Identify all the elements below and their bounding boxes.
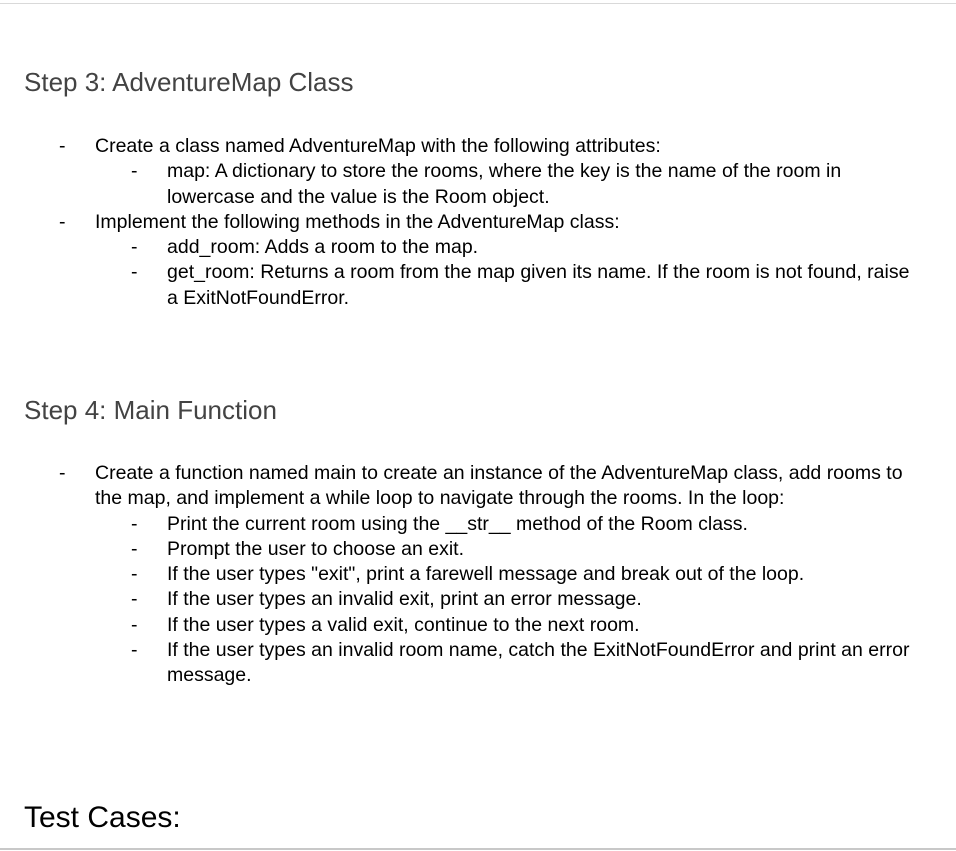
list-item-text: Implement the following methods in the AdventureMap class: xyxy=(95,210,620,233)
top-divider xyxy=(0,3,956,4)
sublist-item: - If the user types an invalid exit, print an error message. xyxy=(0,587,916,612)
sublist-item: - If the user types a valid exit, continue to the next room. xyxy=(0,613,916,638)
list-item xyxy=(0,461,956,689)
sublist-item: - If the user types an invalid room name, catch the ExitNotFoundError and print an error message. xyxy=(0,638,916,689)
test-cases-heading: Test Cases: xyxy=(24,801,181,834)
bottom-divider xyxy=(0,848,956,850)
sublist xyxy=(95,512,916,689)
list-item xyxy=(0,210,956,311)
sublist-item: - add_room: Adds a room to the map. xyxy=(0,235,916,260)
sublist xyxy=(95,159,916,210)
list-item-text: Create a class named AdventureMap with the following attributes: xyxy=(95,135,661,157)
sublist-item: - If the user types "exit", print a farewell message and break out of the loop. xyxy=(0,562,916,587)
sublist xyxy=(95,235,916,311)
step4-heading: Step 4: Main Function xyxy=(24,395,277,425)
step3-heading: Step 3: AdventureMap Class xyxy=(24,67,354,97)
sublist-item: - get_room: Returns a room from the map given its name. If the room is not found, raise a ExitNotFoundError. xyxy=(0,260,916,311)
sublist-item: - Print the current room using the __str__ method of the Room class. xyxy=(0,512,916,537)
step4-list xyxy=(0,461,956,689)
sublist-item: - map: A dictionary to store the rooms, where the key is the name of the room in lowercase and the value is the Room object. xyxy=(0,159,916,210)
step3-list xyxy=(0,134,956,311)
sublist-item: - Prompt the user to choose an exit. xyxy=(0,537,916,562)
list-item xyxy=(0,134,956,210)
list-item-text: Create a function named main to create an instance of the AdventureMap class, add rooms to the map, and implement a while loop to navigate through the rooms. In the loop: xyxy=(95,462,903,510)
